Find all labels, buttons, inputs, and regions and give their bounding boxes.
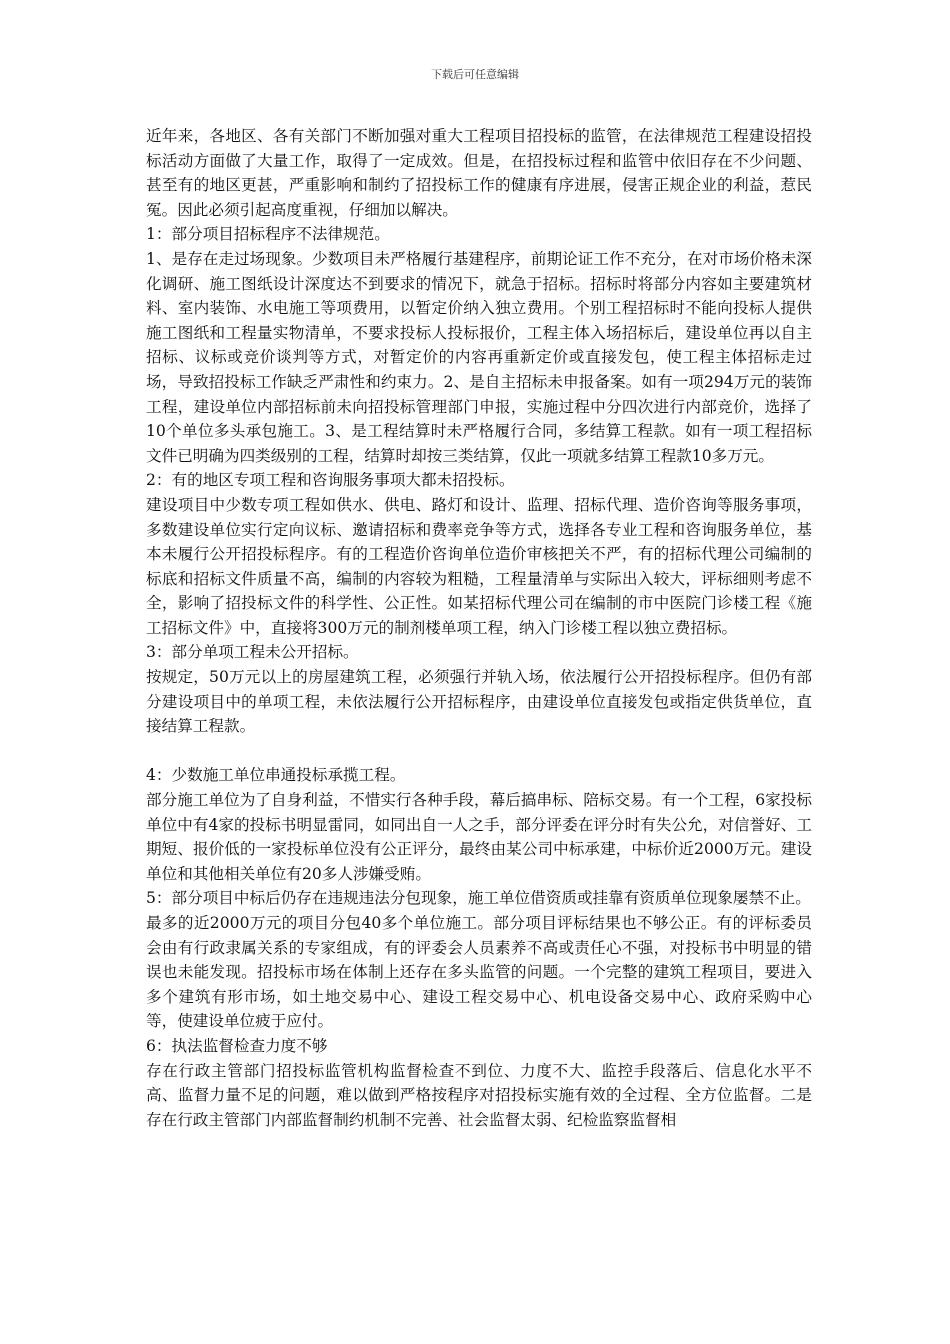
paragraph-2: 建设项目中少数专项工程如供水、供电、路灯和设计、监理、招标代理、造价咨询等服务事项，多数建设单位实行定向议标、邀请招标和费率竞争等方式，选择各专业工程和咨询服务单位，基本未履行公开招投标程序。有的工程造价咨询单位造价审核把关不严，有的招标代理公司编制的标底和招标文件质量不高，编制的内容较为粗糙，工程量清单与实际出入较大，评标细则考虑不全，影响了招投标文件的科学性、公正性。如某招标代理公司在编制的市中医院门诊楼工程《施工招标文件》中，直接将300万元的制剂楼单项工程，纳入门诊楼工程以独立费招标。 [146, 495, 812, 637]
heading-5: 5：部分项目中标后仍存在违规违法分包现象，施工单位借资质或挂靠有资质单位现象屡禁不止。 [146, 889, 811, 908]
paragraph-5: 最多的近2000万元的项目分包40多个单位施工。部分项目评标结果也不够公正。有的评标委员会由有行政隶属关系的专家组成，有的评委会人员素养不高或责任心不强，对投标书中明显的错误也未能发现。招投标市场在体制上还存在多头监管的问题。一个完整的建筑工程项目，要进入多个建筑有形市场，如土地交易中心、建设工程交易中心、机电设备交易中心、政府采购中心等，使建设单位疲于应付。 [146, 914, 812, 1031]
heading-1: 1：部分项目招标程序不法律规范。 [146, 225, 390, 244]
heading-3: 3：部分单项工程未公开招标。 [146, 643, 359, 662]
heading-4: 4：少数施工单位串通投标承揽工程。 [146, 766, 406, 785]
page-header: 下载后可任意编辑 [431, 68, 519, 81]
paragraph-6: 存在行政主管部门招投标监管机构监督检查不到位、力度不大、监控手段落后、信息化水平不高、监督力量不足的问题，难以做到严格按程序对招投标实施有效的全过程、全方位监督。二是存在行政主管部门内部监督制约机制不完善、社会监督太弱、纪检监察监督相 [146, 1061, 812, 1129]
paragraph-1: 1、是存在走过场现象。少数项目未严格履行基建程序，前期论证工作不充分，在对市场价格未深化调研、施工图纸设计深度达不到要求的情况下，就急于招标。招标时将部分内容如主要建筑材料、室内装饰、水电施工等项费用，以暂定价纳入独立费用。个别工程招标时不能向投标人提供施工图纸和工程量实物清单，不要求投标人投标报价，工程主体入场招标后，建设单位再以自主招标、议标或竞价谈判等方式，对暂定价的内容再重新定价或直接发包，使工程主体招标走过场，导致招投标工作缺乏严肃性和约束力。2、是自主招标未申报备案。如有一项294万元的装饰工程，建设单位内部招标前未向招投标管理部门申报，实施过程中分四次进行内部竞价，选择了10个单位多头承包施工。3、是工程结算时未严格履行合同，多结算工程款。如有一项工程招标文件已明确为四类级别的工程，结算时却按三类结算，仅此一项就多结算工程款10多万元。 [146, 249, 812, 465]
blank-line [146, 739, 812, 764]
paragraph-3: 按规定，50万元以上的房屋建筑工程，必须强行并轨入场，依法履行公开招投标程序。但仍有部分建设项目中的单项工程，未依法履行公开招标程序，由建设单位直接发包或指定供货单位，直接结算工程款。 [146, 668, 812, 736]
paragraph-intro: 近年来，各地区、各有关部门不断加强对重大工程项目招投标的监管，在法律规范工程建设招投标活动方面做了大量工作，取得了一定成效。但是，在招投标过程和监管中依旧存在不少问题、甚至有的地区更甚，严重影响和制约了招投标工作的健康有序进展，侵害正规企业的利益，惹民冤。因此必须引起高度重视，仔细加以解决。 [146, 127, 812, 219]
document-body [146, 124, 812, 1132]
heading-2: 2：有的地区专项工程和咨询服务事项大都未招投标。 [146, 471, 515, 490]
paragraph-4: 部分施工单位为了自身利益，不惜实行各种手段，幕后搞串标、陪标交易。有一个工程，6家投标单位中有4家的投标书明显雷同，如同出自一人之手，部分评委在评分时有失公允，对信誉好、工期短、报价低的一家投标单位没有公正评分，最终由某公司中标承建，中标价近2000万元。建设单位和其他相关单位有20多人涉嫌受贿。 [146, 791, 812, 883]
heading-6: 6：执法监督检查力度不够 [146, 1036, 328, 1055]
